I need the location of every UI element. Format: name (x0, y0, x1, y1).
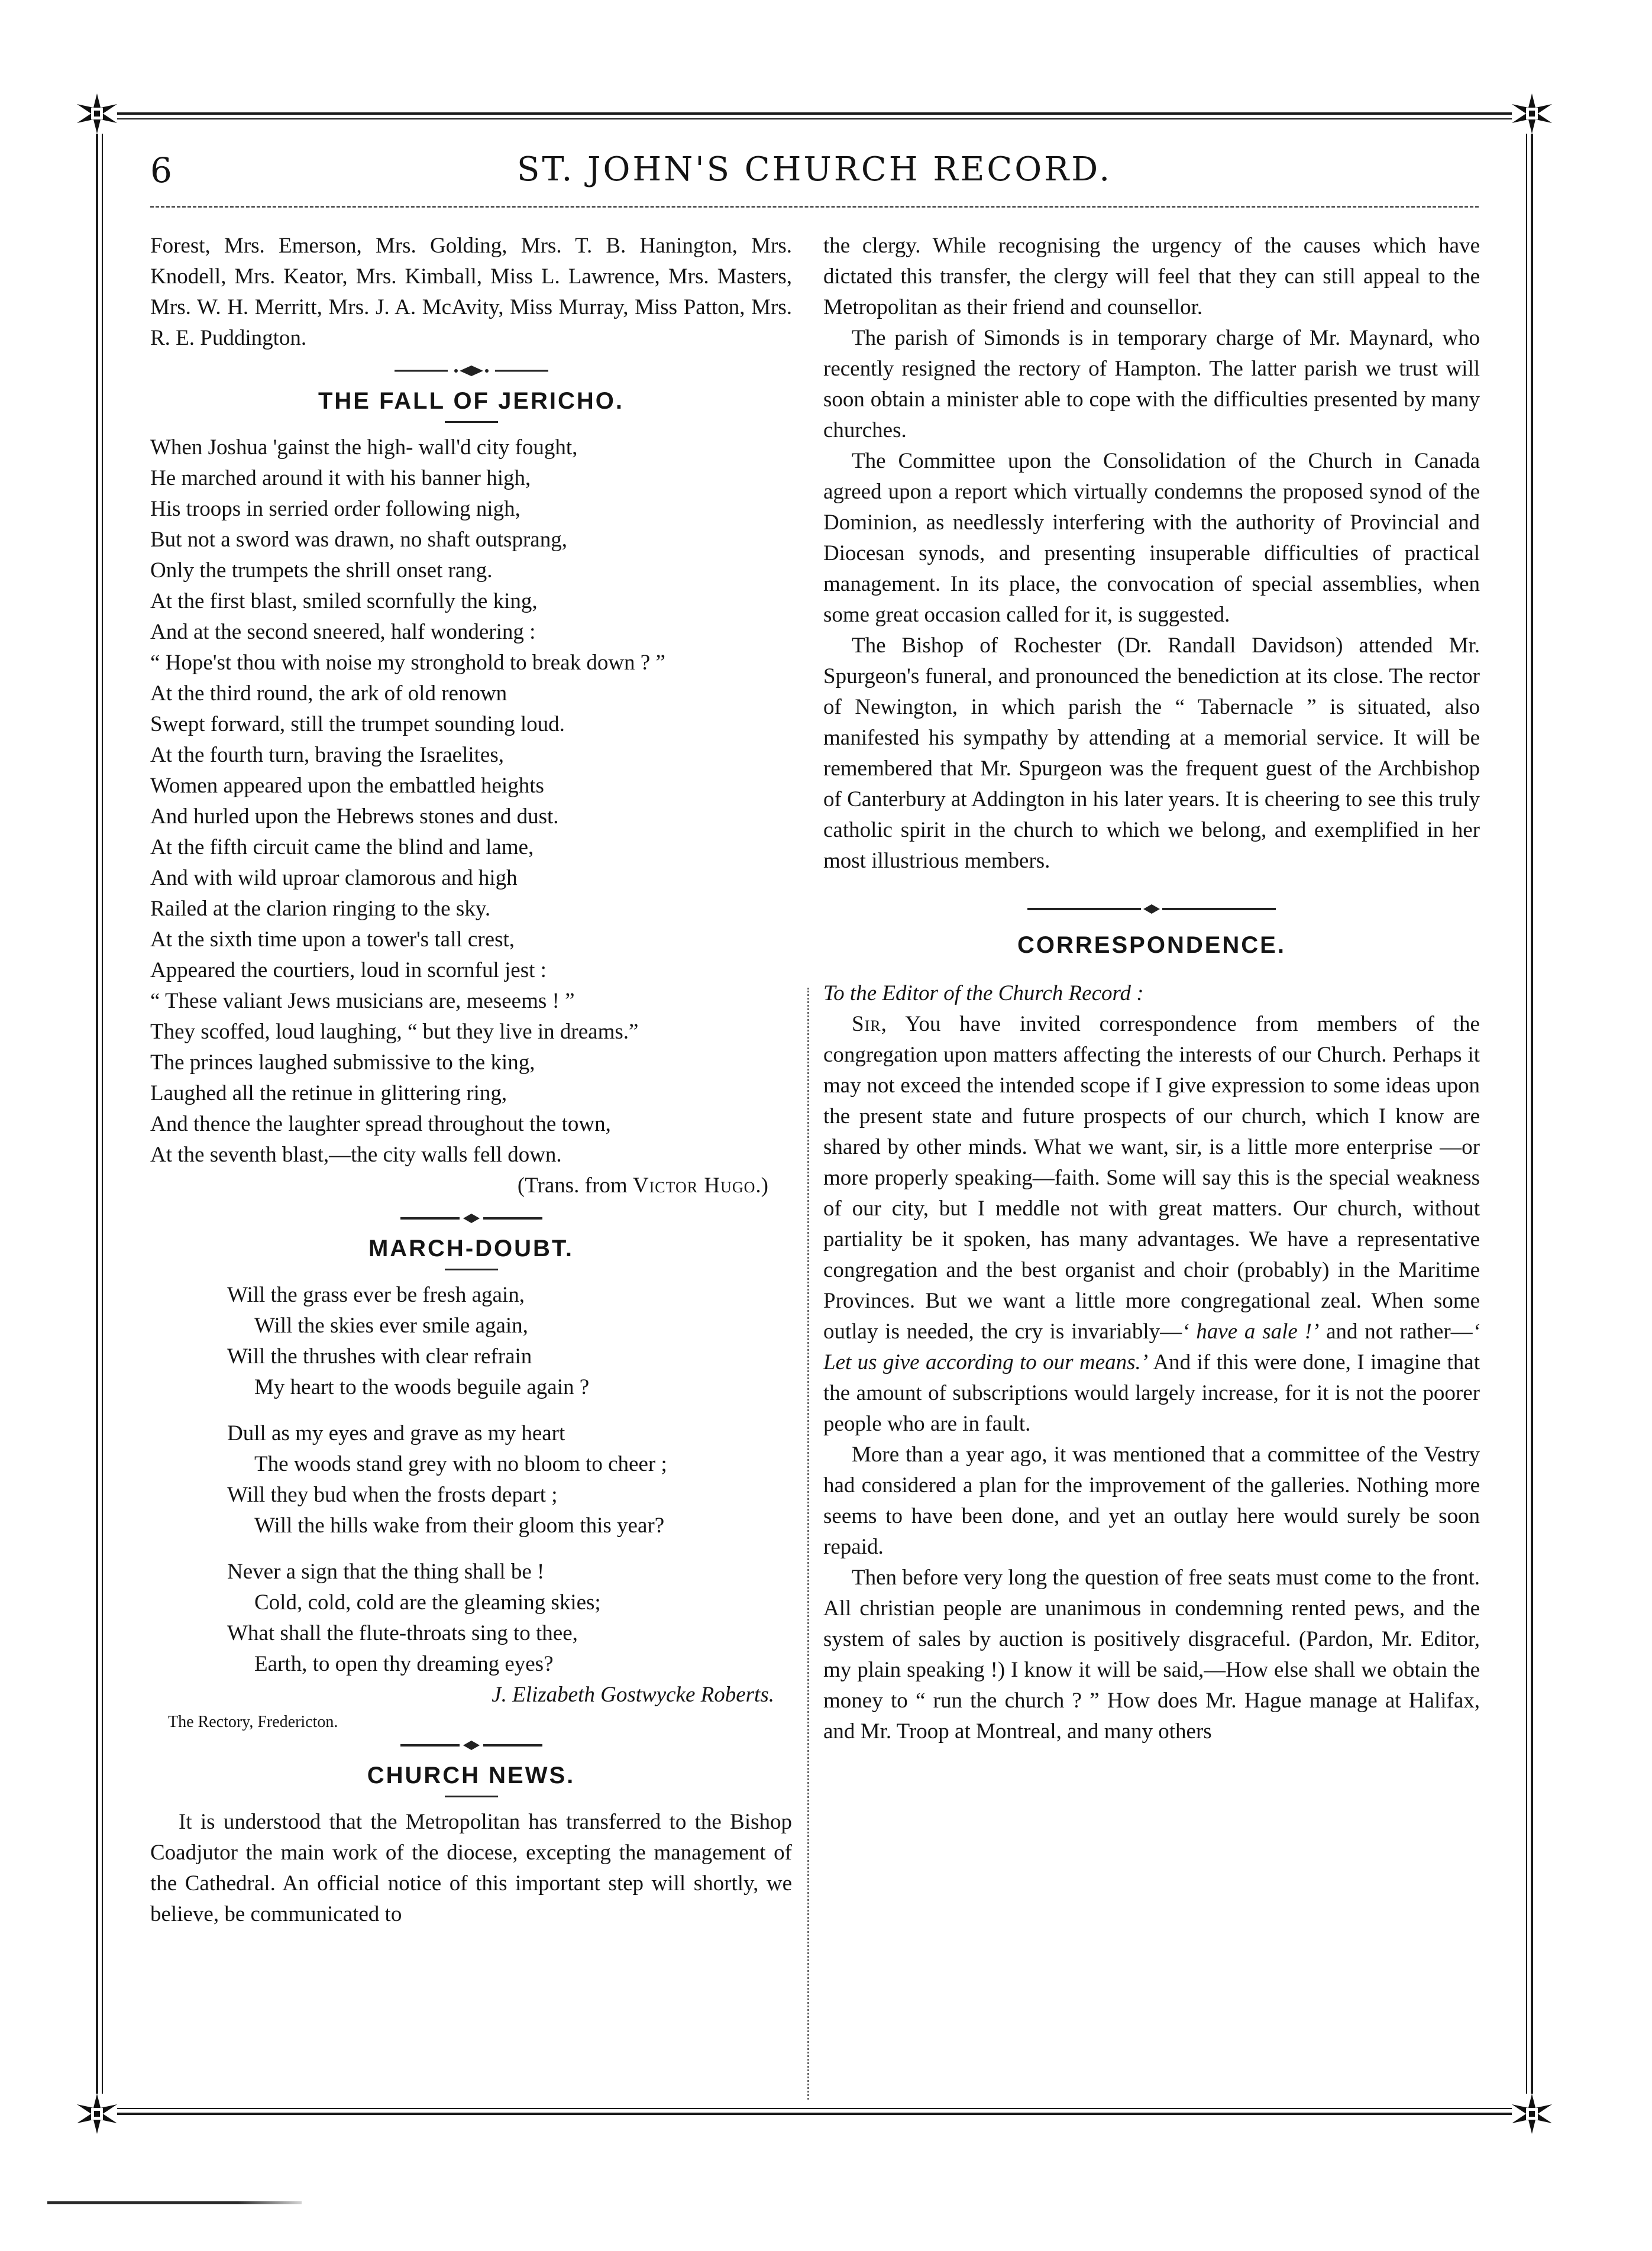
poem-line: And hurled upon the Hebrews stones and dust. (150, 804, 559, 829)
poem-line: Will they bud when the frosts depart ; (227, 1483, 558, 1507)
poem-line: At the fifth circuit came the blind and lame, (150, 835, 534, 859)
corner-cross-icon (73, 2090, 121, 2137)
jericho-title: THE FALL OF JERICHO. (318, 388, 625, 414)
poem-line: Dull as my eyes and grave as my heart (227, 1421, 565, 1445)
poem-line: When Joshua 'gainst the high- wall'd city fought, (150, 435, 578, 460)
poem-line: What shall the flute-throats sing to thee, (227, 1621, 578, 1645)
church-news-paragraph: It is understood that the Metropolitan has transferred to the Bishop Coadjutor the main work of the diocese, excepting the management of the Cathedral. An official notice of this important step will shortly, we believe, be communicated to (150, 1810, 792, 1926)
poem-line: Appeared the courtiers, loud in scornful jest : (150, 958, 547, 982)
letter-paragraph: Then before very long the question of free seats must come to the front. All christian people are unanimous in condemning rented pews, and the system of sales by auction is positively disgraceful. (Pardon, Mr. Editor, my plain speaking !) I know it will be said,—How else shall we obtain the money to “ run the church ? ” How does Mr. Hague manage at Halifax, and Mr. Troop at Montreal, and many others (823, 1566, 1480, 1744)
poem-line: They scoffed, loud laughing, “ but they live in dreams.” (150, 1020, 639, 1044)
correspondence-title: CORRESPONDENCE. (1017, 932, 1286, 958)
poem-line: And at the second sneered, half wondering : (150, 620, 536, 644)
poem-line: At the sixth time upon a tower's tall crest, (150, 927, 515, 952)
attribution-author: Victor Hugo (632, 1173, 756, 1198)
poem-line: The woods stand grey with no bloom to cheer ; (254, 1452, 667, 1476)
poem-author: J. Elizabeth Gostwycke Roberts. (492, 1683, 774, 1707)
letter-paragraph: More than a year ago, it was mentioned that a committee of the Vestry had considered a plan for the improvement of the galleries. Nothing more seems to have been done, and yet an outlay here would surely be soon repaid. (823, 1443, 1480, 1559)
march-doubt-poem (150, 1280, 792, 1680)
running-title: ST. JOHN'S CHURCH RECORD. (516, 150, 1113, 189)
corner-cross-icon (1508, 2090, 1556, 2137)
news-paragraph: The Committee upon the Consolidation of the Church in Canada agreed upon a report which virtually condemns the proposed synod of the Dominion, as needlessly interfering with the authority of Provincial and Diocesan synods, and presenting insuperable difficulties of practical management. In its place, the convocation of special assemblies, when some great occasion called for it, is suggested. (823, 449, 1480, 627)
poem-line: The princes laughed submissive to the king, (150, 1050, 535, 1075)
title-underline (445, 1796, 498, 1797)
page-header (150, 148, 1479, 201)
poem-line: Never a sign that the thing shall be ! (227, 1560, 545, 1584)
poem-line: Earth, to open thy dreaming eyes? (254, 1652, 554, 1676)
poem-line: Only the trumpets the shrill onset rang. (150, 558, 493, 583)
left-column (150, 231, 792, 1930)
border-bottom-rule (117, 2113, 1512, 2115)
poem-line: Will the grass ever be fresh again, (227, 1283, 525, 1307)
section-ornament (823, 900, 1480, 918)
page-number: 6 (150, 150, 172, 190)
corner-cross-icon (73, 90, 121, 137)
poem-line: Swept forward, still the trumpet sounding loud. (150, 712, 565, 736)
section-ornament (150, 1209, 792, 1227)
border-left-rule-inner (102, 134, 103, 2094)
donor-list: Forest, Mrs. Emerson, Mrs. Golding, Mrs. T. B. Hanington, Mrs. Knodell, Mrs. Keator, Mrs. Kimball, Miss L. Lawrence, Mrs. Masters, Mrs. W. H. Merritt, Mrs. J. A. McAvity, Miss Murray, Miss Patton, Mrs. R. E. Puddington. (150, 234, 792, 350)
poem-line: Laughed all the retinue in glittering ring, (150, 1081, 507, 1105)
header-rule (150, 206, 1479, 208)
poem-line: “ These valiant Jews musicians are, meseems ! ” (150, 989, 575, 1013)
border-top-rule-inner (117, 118, 1512, 119)
poem-line: Will the skies ever smile again, (254, 1314, 528, 1338)
column-divider (807, 988, 809, 2100)
poem-line: At the fourth turn, braving the Israelites, (150, 743, 504, 767)
title-underline (445, 421, 498, 423)
title-underline (445, 1269, 498, 1270)
news-paragraph: the clergy. While recognising the urgency of the causes which have dictated this transfer, the clergy will feel that they can still appeal to the Metropolitan as their friend and counsellor. (823, 234, 1480, 319)
poem-line: His troops in serried order following nigh, (150, 497, 521, 521)
poem-line: At the first blast, smiled scornfully the king, (150, 589, 538, 613)
letter-paragraph: Sir, You have invited correspondence from members of the congregation upon matters affecting the interests of our Church. Perhaps it may not exceed the intended scope if I give expression to some ideas upon the present state and future prospects of our church, which I know are shared by other minds. What we want, sir, is a little more enterprise —or more properly speaking—faith. Some will say this is the special weakness of our city, but I meddle not with great matters. Our church, without partiality be it spoken, has many advantages. We have a representative congregation and the best organist and choir (probably) in the Maritime Provinces. But we want a little more congregational zeal. When some outlay is needed, the cry is invariably—‘ have a sale !’ and not rather—‘ Let us give according to our means.’ And if this were done, I imagine that the amount of subscriptions would largely increase, for it is not the poorer people who are in fault. (823, 1012, 1480, 1436)
poem-line: “ Hope'st thou with noise my stronghold to break down ? ” (150, 651, 665, 675)
border-bottom-rule-inner (117, 2108, 1512, 2109)
poem-line: And with wild uproar clamorous and high (150, 866, 518, 890)
poem-line: At the third round, the ark of old renown (150, 681, 507, 706)
news-paragraph: The Bishop of Rochester (Dr. Randall Davidson) attended Mr. Spurgeon's funeral, and pronounced the benediction at its close. The rector of Newington, in which parish the “ Tabernacle ” is situated, also manifested his sympathy by attending at a memorial service. It will be remembered that Mr. Spurgeon was the frequent guest of the Archbishop of Canterbury at Addington in his later years. It is cheering to see this truly catholic spirit in the church to which we belong, and exemplified in her most illustrious members. (823, 633, 1480, 873)
border-left-rule (96, 134, 98, 2094)
jericho-attribution: (Trans. from Victor Hugo.) (517, 1173, 768, 1198)
poem-line: My heart to the woods beguile again ? (254, 1375, 590, 1399)
poem-line: Cold, cold, cold are the gleaming skies; (254, 1590, 601, 1615)
letter-salutation: To the Editor of the Church Record : (823, 981, 1144, 1005)
poem-line: He marched around it with his banner high, (150, 466, 531, 490)
news-paragraph: The parish of Simonds is in temporary charge of Mr. Maynard, who recently resigned the rectory of Hampton. The latter parish we trust will soon obtain a minister able to cope with the difficulties presented by many churches. (823, 326, 1480, 442)
poem-line: Railed at the clarion ringing to the sky. (150, 897, 491, 921)
border-right-rule-inner (1526, 134, 1527, 2094)
page-border (96, 112, 1533, 2115)
poem-line: Will the thrushes with clear refrain (227, 1344, 532, 1369)
scan-artifact-rule (47, 2201, 302, 2204)
section-ornament (150, 1736, 792, 1754)
poem-line: But not a sword was drawn, no shaft outsprang, (150, 528, 567, 552)
border-top-rule (117, 112, 1512, 115)
border-right-rule (1531, 134, 1533, 2094)
march-doubt-title: MARCH-DOUBT. (368, 1236, 574, 1262)
jericho-poem (150, 432, 792, 1201)
section-ornament (150, 362, 792, 380)
poem-line: Women appeared upon the embattled heights (150, 774, 544, 798)
poem-line: And thence the laughter spread throughout the town, (150, 1112, 611, 1136)
church-news-title: CHURCH NEWS. (367, 1762, 576, 1788)
right-column (823, 231, 1480, 1747)
poem-line: At the seventh blast,—the city walls fell down. (150, 1143, 562, 1167)
poem-line: Will the hills wake from their gloom this year? (254, 1513, 665, 1538)
corner-cross-icon (1508, 90, 1556, 137)
poem-place: The Rectory, Fredericton. (168, 1713, 338, 1731)
